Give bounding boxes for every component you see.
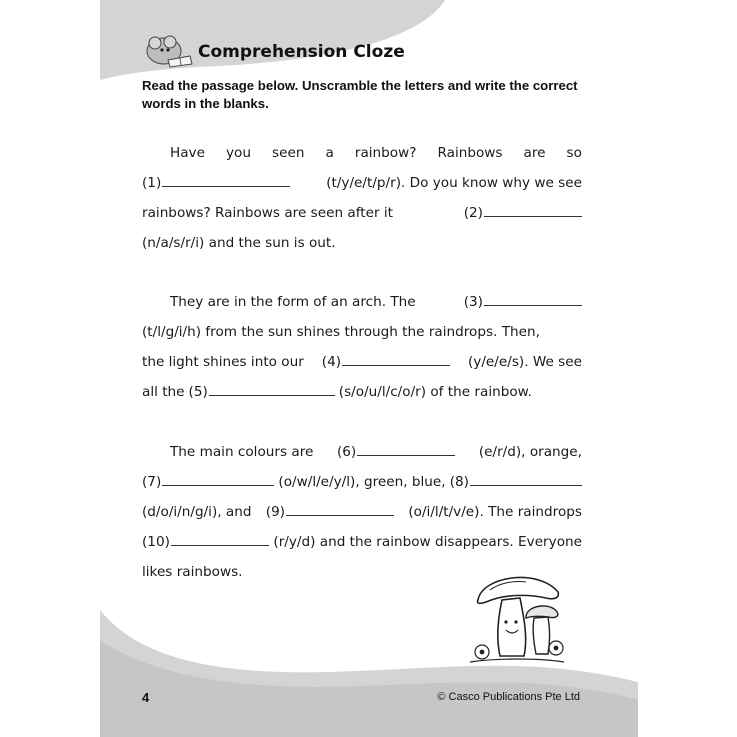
text-line — [142, 198, 582, 228]
paragraph-2 — [142, 287, 582, 407]
blank-3[interactable] — [464, 287, 582, 317]
header — [140, 34, 405, 70]
mouse-reading-icon — [140, 34, 196, 70]
instructions: Read the passage below. Unscramble the letters and write the correct words in the blanks. — [142, 78, 578, 111]
text-segment: (n/a/s/r/i) and the sun is out. — [142, 235, 336, 251]
blank-number: (7) — [142, 474, 162, 490]
text-segment: (r/y/d) and the rainbow disappears. Everyone — [273, 534, 582, 550]
worksheet-page — [100, 0, 638, 737]
blank-number: (1) — [142, 175, 162, 191]
text-segment: (y/e/e/s). We see — [468, 354, 582, 370]
blank-number: (8) — [449, 474, 469, 490]
blank-4[interactable] — [322, 347, 450, 377]
page-title: Comprehension Cloze — [198, 42, 405, 62]
blank-2[interactable] — [464, 198, 582, 228]
blank-number: (6) — [336, 444, 357, 460]
text-line — [142, 497, 582, 527]
word: a — [325, 145, 334, 161]
text-segment: They are in the form of an arch. The — [170, 294, 416, 310]
text-line — [142, 317, 582, 347]
blank-5[interactable] — [189, 377, 335, 407]
text-segment: (s/o/u/l/c/o/r) of the rainbow. — [338, 384, 532, 400]
text-segment: (o/i/l/t/v/e). The raindrops — [408, 504, 582, 520]
blank-number: (9) — [265, 504, 286, 520]
text-segment: (e/r/d), orange, — [478, 444, 582, 460]
text-line — [142, 377, 582, 407]
word: so — [566, 145, 582, 161]
page-number: 4 — [142, 690, 150, 705]
word: you — [226, 145, 251, 161]
blank-10[interactable] — [142, 527, 269, 557]
text-line — [142, 347, 582, 377]
word: are — [523, 145, 546, 161]
text-line — [142, 437, 582, 467]
text-line — [142, 168, 582, 198]
word: rainbow? — [354, 145, 417, 161]
blank-6[interactable] — [337, 437, 455, 467]
text-line — [142, 467, 582, 497]
mushroom-illustration-icon — [468, 566, 566, 668]
text-segment: (t/y/e/t/p/r). Do you know why we see — [326, 175, 582, 191]
blank-9[interactable] — [266, 497, 394, 527]
blank-1[interactable] — [142, 168, 290, 198]
blank-7[interactable] — [142, 467, 274, 497]
text-segment: all the — [142, 384, 185, 400]
word: Have — [170, 145, 205, 161]
word: seen — [272, 145, 305, 161]
word: Rainbows — [437, 145, 503, 161]
text-line — [142, 527, 582, 557]
text-segment: The main colours are — [170, 444, 314, 460]
paragraph-3 — [142, 437, 582, 587]
blank-number: (10) — [142, 534, 170, 550]
copyright-notice: © Casco Publications Pte Ltd — [437, 691, 580, 703]
text-line — [142, 228, 582, 258]
text-segment: the light shines into our — [142, 354, 304, 370]
blank-number: (5) — [188, 384, 208, 400]
text-segment: rainbows? Rainbows are seen after it — [142, 205, 393, 221]
text-segment: (d/o/i/n/g/i), and — [142, 504, 252, 520]
blank-number: (4) — [321, 354, 342, 370]
text-segment: (t/l/g/i/h) from the sun shines through the raindrops. Then, — [142, 324, 540, 340]
paragraph-1 — [142, 138, 582, 258]
text-segment: likes rainbows. — [142, 564, 243, 580]
blank-number: (3) — [463, 294, 483, 310]
text-line — [142, 138, 582, 168]
blank-number: (2) — [463, 205, 483, 221]
blank-8[interactable] — [450, 467, 582, 497]
text-segment: (o/w/l/e/y/l), green, blue, — [278, 474, 446, 490]
text-line — [142, 287, 582, 317]
